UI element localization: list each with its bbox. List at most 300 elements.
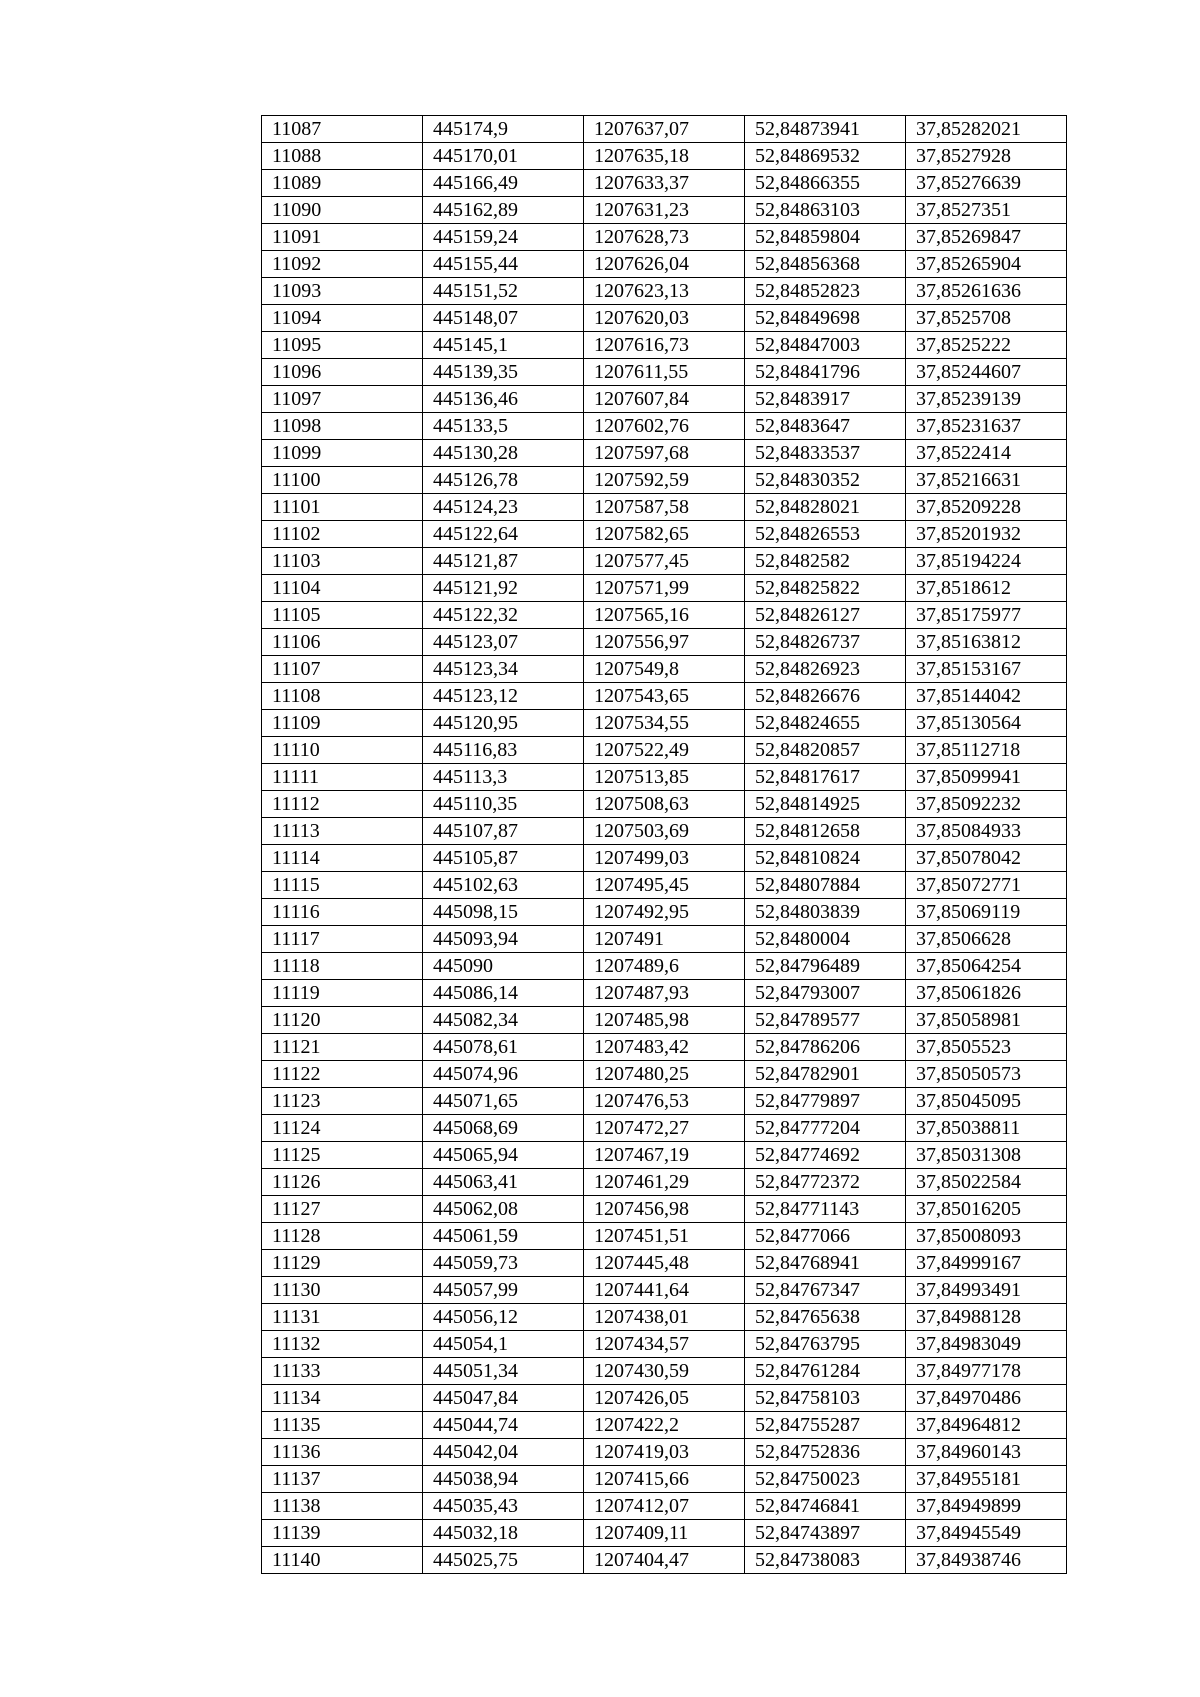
latitude-cell: 52,84796489 xyxy=(745,953,906,980)
latitude-cell: 52,84743897 xyxy=(745,1520,906,1547)
x-coordinate-cell: 445082,34 xyxy=(423,1007,584,1034)
table-row xyxy=(262,1169,1067,1196)
table-row xyxy=(262,332,1067,359)
point-number-cell: 11139 xyxy=(262,1520,423,1547)
y-coordinate-cell: 1207415,66 xyxy=(584,1466,745,1493)
x-coordinate-cell: 445102,63 xyxy=(423,872,584,899)
longitude-cell: 37,85031308 xyxy=(906,1142,1067,1169)
x-coordinate-cell: 445059,73 xyxy=(423,1250,584,1277)
x-coordinate-cell: 445098,15 xyxy=(423,899,584,926)
y-coordinate-cell: 1207472,27 xyxy=(584,1115,745,1142)
y-coordinate-cell: 1207491 xyxy=(584,926,745,953)
longitude-cell: 37,85022584 xyxy=(906,1169,1067,1196)
latitude-cell: 52,84786206 xyxy=(745,1034,906,1061)
y-coordinate-cell: 1207456,98 xyxy=(584,1196,745,1223)
point-number-cell: 11122 xyxy=(262,1061,423,1088)
longitude-cell: 37,85084933 xyxy=(906,818,1067,845)
latitude-cell: 52,84869532 xyxy=(745,143,906,170)
y-coordinate-cell: 1207597,68 xyxy=(584,440,745,467)
y-coordinate-cell: 1207587,58 xyxy=(584,494,745,521)
y-coordinate-cell: 1207543,65 xyxy=(584,683,745,710)
coordinates-table-body xyxy=(262,116,1067,1574)
longitude-cell: 37,85163812 xyxy=(906,629,1067,656)
x-coordinate-cell: 445025,75 xyxy=(423,1547,584,1574)
x-coordinate-cell: 445110,35 xyxy=(423,791,584,818)
point-number-cell: 11118 xyxy=(262,953,423,980)
point-number-cell: 11114 xyxy=(262,845,423,872)
y-coordinate-cell: 1207623,13 xyxy=(584,278,745,305)
point-number-cell: 11111 xyxy=(262,764,423,791)
table-row xyxy=(262,737,1067,764)
table-row xyxy=(262,413,1067,440)
x-coordinate-cell: 445074,96 xyxy=(423,1061,584,1088)
y-coordinate-cell: 1207565,16 xyxy=(584,602,745,629)
latitude-cell: 52,84750023 xyxy=(745,1466,906,1493)
latitude-cell: 52,84752836 xyxy=(745,1439,906,1466)
longitude-cell: 37,85058981 xyxy=(906,1007,1067,1034)
y-coordinate-cell: 1207592,59 xyxy=(584,467,745,494)
table-row xyxy=(262,602,1067,629)
x-coordinate-cell: 445093,94 xyxy=(423,926,584,953)
table-row xyxy=(262,494,1067,521)
x-coordinate-cell: 445124,23 xyxy=(423,494,584,521)
x-coordinate-cell: 445044,74 xyxy=(423,1412,584,1439)
table-row xyxy=(262,1196,1067,1223)
latitude-cell: 52,84852823 xyxy=(745,278,906,305)
latitude-cell: 52,84873941 xyxy=(745,116,906,143)
longitude-cell: 37,8518612 xyxy=(906,575,1067,602)
x-coordinate-cell: 445122,64 xyxy=(423,521,584,548)
x-coordinate-cell: 445056,12 xyxy=(423,1304,584,1331)
longitude-cell: 37,85092232 xyxy=(906,791,1067,818)
table-row xyxy=(262,1331,1067,1358)
point-number-cell: 11089 xyxy=(262,170,423,197)
table-row xyxy=(262,305,1067,332)
y-coordinate-cell: 1207495,45 xyxy=(584,872,745,899)
table-row xyxy=(262,467,1067,494)
point-number-cell: 11117 xyxy=(262,926,423,953)
point-number-cell: 11088 xyxy=(262,143,423,170)
table-row xyxy=(262,1142,1067,1169)
latitude-cell: 52,84758103 xyxy=(745,1385,906,1412)
x-coordinate-cell: 445162,89 xyxy=(423,197,584,224)
y-coordinate-cell: 1207607,84 xyxy=(584,386,745,413)
x-coordinate-cell: 445105,87 xyxy=(423,845,584,872)
latitude-cell: 52,84863103 xyxy=(745,197,906,224)
x-coordinate-cell: 445130,28 xyxy=(423,440,584,467)
table-row xyxy=(262,1304,1067,1331)
latitude-cell: 52,84807884 xyxy=(745,872,906,899)
y-coordinate-cell: 1207487,93 xyxy=(584,980,745,1007)
point-number-cell: 11092 xyxy=(262,251,423,278)
latitude-cell: 52,84793007 xyxy=(745,980,906,1007)
y-coordinate-cell: 1207426,05 xyxy=(584,1385,745,1412)
y-coordinate-cell: 1207631,23 xyxy=(584,197,745,224)
latitude-cell: 52,84833537 xyxy=(745,440,906,467)
longitude-cell: 37,85130564 xyxy=(906,710,1067,737)
longitude-cell: 37,85261636 xyxy=(906,278,1067,305)
point-number-cell: 11128 xyxy=(262,1223,423,1250)
table-row xyxy=(262,1385,1067,1412)
y-coordinate-cell: 1207635,18 xyxy=(584,143,745,170)
latitude-cell: 52,8482582 xyxy=(745,548,906,575)
longitude-cell: 37,84983049 xyxy=(906,1331,1067,1358)
point-number-cell: 11107 xyxy=(262,656,423,683)
latitude-cell: 52,84828021 xyxy=(745,494,906,521)
latitude-cell: 52,84826127 xyxy=(745,602,906,629)
y-coordinate-cell: 1207582,65 xyxy=(584,521,745,548)
table-row xyxy=(262,1439,1067,1466)
y-coordinate-cell: 1207508,63 xyxy=(584,791,745,818)
x-coordinate-cell: 445063,41 xyxy=(423,1169,584,1196)
y-coordinate-cell: 1207451,51 xyxy=(584,1223,745,1250)
point-number-cell: 11087 xyxy=(262,116,423,143)
point-number-cell: 11093 xyxy=(262,278,423,305)
table-row xyxy=(262,764,1067,791)
longitude-cell: 37,85201932 xyxy=(906,521,1067,548)
longitude-cell: 37,84938746 xyxy=(906,1547,1067,1574)
latitude-cell: 52,8483647 xyxy=(745,413,906,440)
x-coordinate-cell: 445042,04 xyxy=(423,1439,584,1466)
latitude-cell: 52,84746841 xyxy=(745,1493,906,1520)
y-coordinate-cell: 1207485,98 xyxy=(584,1007,745,1034)
longitude-cell: 37,85061826 xyxy=(906,980,1067,1007)
point-number-cell: 11101 xyxy=(262,494,423,521)
longitude-cell: 37,85112718 xyxy=(906,737,1067,764)
table-row xyxy=(262,872,1067,899)
point-number-cell: 11097 xyxy=(262,386,423,413)
x-coordinate-cell: 445047,84 xyxy=(423,1385,584,1412)
longitude-cell: 37,85239139 xyxy=(906,386,1067,413)
table-row xyxy=(262,1061,1067,1088)
longitude-cell: 37,85175977 xyxy=(906,602,1067,629)
table-row xyxy=(262,170,1067,197)
point-number-cell: 11125 xyxy=(262,1142,423,1169)
point-number-cell: 11116 xyxy=(262,899,423,926)
y-coordinate-cell: 1207419,03 xyxy=(584,1439,745,1466)
y-coordinate-cell: 1207513,85 xyxy=(584,764,745,791)
table-row xyxy=(262,1250,1067,1277)
point-number-cell: 11112 xyxy=(262,791,423,818)
y-coordinate-cell: 1207633,37 xyxy=(584,170,745,197)
point-number-cell: 11100 xyxy=(262,467,423,494)
longitude-cell: 37,85008093 xyxy=(906,1223,1067,1250)
point-number-cell: 11132 xyxy=(262,1331,423,1358)
table-row xyxy=(262,143,1067,170)
y-coordinate-cell: 1207492,95 xyxy=(584,899,745,926)
x-coordinate-cell: 445151,52 xyxy=(423,278,584,305)
point-number-cell: 11098 xyxy=(262,413,423,440)
longitude-cell: 37,85231637 xyxy=(906,413,1067,440)
y-coordinate-cell: 1207549,8 xyxy=(584,656,745,683)
latitude-cell: 52,84767347 xyxy=(745,1277,906,1304)
x-coordinate-cell: 445139,35 xyxy=(423,359,584,386)
latitude-cell: 52,84849698 xyxy=(745,305,906,332)
latitude-cell: 52,84825822 xyxy=(745,575,906,602)
longitude-cell: 37,85038811 xyxy=(906,1115,1067,1142)
longitude-cell: 37,8525222 xyxy=(906,332,1067,359)
latitude-cell: 52,84866355 xyxy=(745,170,906,197)
point-number-cell: 11129 xyxy=(262,1250,423,1277)
x-coordinate-cell: 445086,14 xyxy=(423,980,584,1007)
table-row xyxy=(262,1034,1067,1061)
table-row xyxy=(262,116,1067,143)
longitude-cell: 37,85099941 xyxy=(906,764,1067,791)
table-row xyxy=(262,386,1067,413)
table-row xyxy=(262,845,1067,872)
table-row xyxy=(262,656,1067,683)
point-number-cell: 11113 xyxy=(262,818,423,845)
table-row xyxy=(262,980,1067,1007)
point-number-cell: 11138 xyxy=(262,1493,423,1520)
y-coordinate-cell: 1207438,01 xyxy=(584,1304,745,1331)
point-number-cell: 11103 xyxy=(262,548,423,575)
y-coordinate-cell: 1207483,42 xyxy=(584,1034,745,1061)
table-row xyxy=(262,224,1067,251)
x-coordinate-cell: 445123,12 xyxy=(423,683,584,710)
latitude-cell: 52,8480004 xyxy=(745,926,906,953)
table-row xyxy=(262,1358,1067,1385)
latitude-cell: 52,84859804 xyxy=(745,224,906,251)
latitude-cell: 52,84779897 xyxy=(745,1088,906,1115)
x-coordinate-cell: 445062,08 xyxy=(423,1196,584,1223)
latitude-cell: 52,84774692 xyxy=(745,1142,906,1169)
latitude-cell: 52,84847003 xyxy=(745,332,906,359)
y-coordinate-cell: 1207571,99 xyxy=(584,575,745,602)
latitude-cell: 52,84761284 xyxy=(745,1358,906,1385)
point-number-cell: 11131 xyxy=(262,1304,423,1331)
table-row xyxy=(262,926,1067,953)
x-coordinate-cell: 445054,1 xyxy=(423,1331,584,1358)
point-number-cell: 11095 xyxy=(262,332,423,359)
x-coordinate-cell: 445133,5 xyxy=(423,413,584,440)
latitude-cell: 52,84820857 xyxy=(745,737,906,764)
latitude-cell: 52,84826923 xyxy=(745,656,906,683)
point-number-cell: 11090 xyxy=(262,197,423,224)
latitude-cell: 52,84738083 xyxy=(745,1547,906,1574)
point-number-cell: 11126 xyxy=(262,1169,423,1196)
x-coordinate-cell: 445136,46 xyxy=(423,386,584,413)
longitude-cell: 37,8527928 xyxy=(906,143,1067,170)
x-coordinate-cell: 445159,24 xyxy=(423,224,584,251)
x-coordinate-cell: 445174,9 xyxy=(423,116,584,143)
x-coordinate-cell: 445121,87 xyxy=(423,548,584,575)
point-number-cell: 11120 xyxy=(262,1007,423,1034)
longitude-cell: 37,85194224 xyxy=(906,548,1067,575)
point-number-cell: 11091 xyxy=(262,224,423,251)
y-coordinate-cell: 1207430,59 xyxy=(584,1358,745,1385)
x-coordinate-cell: 445116,83 xyxy=(423,737,584,764)
y-coordinate-cell: 1207620,03 xyxy=(584,305,745,332)
y-coordinate-cell: 1207489,6 xyxy=(584,953,745,980)
table-row xyxy=(262,791,1067,818)
longitude-cell: 37,8506628 xyxy=(906,926,1067,953)
table-row xyxy=(262,1277,1067,1304)
table-row xyxy=(262,1493,1067,1520)
longitude-cell: 37,85064254 xyxy=(906,953,1067,980)
latitude-cell: 52,84810824 xyxy=(745,845,906,872)
point-number-cell: 11130 xyxy=(262,1277,423,1304)
longitude-cell: 37,85244607 xyxy=(906,359,1067,386)
table-row xyxy=(262,710,1067,737)
y-coordinate-cell: 1207467,19 xyxy=(584,1142,745,1169)
latitude-cell: 52,84755287 xyxy=(745,1412,906,1439)
y-coordinate-cell: 1207628,73 xyxy=(584,224,745,251)
longitude-cell: 37,85144042 xyxy=(906,683,1067,710)
y-coordinate-cell: 1207602,76 xyxy=(584,413,745,440)
latitude-cell: 52,84830352 xyxy=(745,467,906,494)
x-coordinate-cell: 445123,07 xyxy=(423,629,584,656)
longitude-cell: 37,85072771 xyxy=(906,872,1067,899)
point-number-cell: 11123 xyxy=(262,1088,423,1115)
point-number-cell: 11099 xyxy=(262,440,423,467)
x-coordinate-cell: 445121,92 xyxy=(423,575,584,602)
point-number-cell: 11110 xyxy=(262,737,423,764)
latitude-cell: 52,84817617 xyxy=(745,764,906,791)
longitude-cell: 37,85050573 xyxy=(906,1061,1067,1088)
x-coordinate-cell: 445166,49 xyxy=(423,170,584,197)
longitude-cell: 37,84999167 xyxy=(906,1250,1067,1277)
latitude-cell: 52,84824655 xyxy=(745,710,906,737)
y-coordinate-cell: 1207476,53 xyxy=(584,1088,745,1115)
point-number-cell: 11119 xyxy=(262,980,423,1007)
longitude-cell: 37,8505523 xyxy=(906,1034,1067,1061)
latitude-cell: 52,84771143 xyxy=(745,1196,906,1223)
latitude-cell: 52,84789577 xyxy=(745,1007,906,1034)
point-number-cell: 11124 xyxy=(262,1115,423,1142)
latitude-cell: 52,84812658 xyxy=(745,818,906,845)
table-row xyxy=(262,899,1067,926)
x-coordinate-cell: 445032,18 xyxy=(423,1520,584,1547)
point-number-cell: 11137 xyxy=(262,1466,423,1493)
longitude-cell: 37,8525708 xyxy=(906,305,1067,332)
table-row xyxy=(262,1223,1067,1250)
point-number-cell: 11108 xyxy=(262,683,423,710)
longitude-cell: 37,85016205 xyxy=(906,1196,1067,1223)
x-coordinate-cell: 445120,95 xyxy=(423,710,584,737)
x-coordinate-cell: 445068,69 xyxy=(423,1115,584,1142)
x-coordinate-cell: 445170,01 xyxy=(423,143,584,170)
x-coordinate-cell: 445038,94 xyxy=(423,1466,584,1493)
x-coordinate-cell: 445057,99 xyxy=(423,1277,584,1304)
latitude-cell: 52,8477066 xyxy=(745,1223,906,1250)
table-row xyxy=(262,521,1067,548)
table-row xyxy=(262,197,1067,224)
latitude-cell: 52,84841796 xyxy=(745,359,906,386)
longitude-cell: 37,84945549 xyxy=(906,1520,1067,1547)
table-row xyxy=(262,575,1067,602)
longitude-cell: 37,85078042 xyxy=(906,845,1067,872)
latitude-cell: 52,84763795 xyxy=(745,1331,906,1358)
longitude-cell: 37,85069119 xyxy=(906,899,1067,926)
longitude-cell: 37,85153167 xyxy=(906,656,1067,683)
latitude-cell: 52,84814925 xyxy=(745,791,906,818)
point-number-cell: 11133 xyxy=(262,1358,423,1385)
table-row xyxy=(262,440,1067,467)
latitude-cell: 52,84777204 xyxy=(745,1115,906,1142)
table-row xyxy=(262,548,1067,575)
point-number-cell: 11134 xyxy=(262,1385,423,1412)
longitude-cell: 37,8522414 xyxy=(906,440,1067,467)
table-row xyxy=(262,818,1067,845)
latitude-cell: 52,84856368 xyxy=(745,251,906,278)
x-coordinate-cell: 445145,1 xyxy=(423,332,584,359)
x-coordinate-cell: 445061,59 xyxy=(423,1223,584,1250)
y-coordinate-cell: 1207409,11 xyxy=(584,1520,745,1547)
table-row xyxy=(262,1466,1067,1493)
y-coordinate-cell: 1207480,25 xyxy=(584,1061,745,1088)
coordinates-table xyxy=(261,115,1067,1574)
table-row xyxy=(262,359,1067,386)
x-coordinate-cell: 445122,32 xyxy=(423,602,584,629)
longitude-cell: 37,8527351 xyxy=(906,197,1067,224)
latitude-cell: 52,8483917 xyxy=(745,386,906,413)
x-coordinate-cell: 445155,44 xyxy=(423,251,584,278)
y-coordinate-cell: 1207637,07 xyxy=(584,116,745,143)
point-number-cell: 11115 xyxy=(262,872,423,899)
y-coordinate-cell: 1207577,45 xyxy=(584,548,745,575)
table-row xyxy=(262,1412,1067,1439)
y-coordinate-cell: 1207445,48 xyxy=(584,1250,745,1277)
longitude-cell: 37,84960143 xyxy=(906,1439,1067,1466)
x-coordinate-cell: 445035,43 xyxy=(423,1493,584,1520)
point-number-cell: 11109 xyxy=(262,710,423,737)
point-number-cell: 11104 xyxy=(262,575,423,602)
y-coordinate-cell: 1207412,07 xyxy=(584,1493,745,1520)
longitude-cell: 37,84955181 xyxy=(906,1466,1067,1493)
table-row xyxy=(262,953,1067,980)
point-number-cell: 11127 xyxy=(262,1196,423,1223)
latitude-cell: 52,84765638 xyxy=(745,1304,906,1331)
latitude-cell: 52,84826676 xyxy=(745,683,906,710)
latitude-cell: 52,84768941 xyxy=(745,1250,906,1277)
longitude-cell: 37,85269847 xyxy=(906,224,1067,251)
y-coordinate-cell: 1207461,29 xyxy=(584,1169,745,1196)
x-coordinate-cell: 445065,94 xyxy=(423,1142,584,1169)
point-number-cell: 11121 xyxy=(262,1034,423,1061)
table-row xyxy=(262,1520,1067,1547)
y-coordinate-cell: 1207626,04 xyxy=(584,251,745,278)
point-number-cell: 11096 xyxy=(262,359,423,386)
longitude-cell: 37,85265904 xyxy=(906,251,1067,278)
table-row xyxy=(262,1007,1067,1034)
y-coordinate-cell: 1207556,97 xyxy=(584,629,745,656)
longitude-cell: 37,85045095 xyxy=(906,1088,1067,1115)
longitude-cell: 37,84977178 xyxy=(906,1358,1067,1385)
latitude-cell: 52,84772372 xyxy=(745,1169,906,1196)
x-coordinate-cell: 445090 xyxy=(423,953,584,980)
x-coordinate-cell: 445078,61 xyxy=(423,1034,584,1061)
longitude-cell: 37,84949899 xyxy=(906,1493,1067,1520)
y-coordinate-cell: 1207534,55 xyxy=(584,710,745,737)
y-coordinate-cell: 1207499,03 xyxy=(584,845,745,872)
y-coordinate-cell: 1207522,49 xyxy=(584,737,745,764)
x-coordinate-cell: 445107,87 xyxy=(423,818,584,845)
latitude-cell: 52,84826737 xyxy=(745,629,906,656)
latitude-cell: 52,84803839 xyxy=(745,899,906,926)
table-row xyxy=(262,683,1067,710)
longitude-cell: 37,84993491 xyxy=(906,1277,1067,1304)
x-coordinate-cell: 445051,34 xyxy=(423,1358,584,1385)
table-row xyxy=(262,629,1067,656)
point-number-cell: 11136 xyxy=(262,1439,423,1466)
point-number-cell: 11106 xyxy=(262,629,423,656)
table-row xyxy=(262,278,1067,305)
point-number-cell: 11105 xyxy=(262,602,423,629)
point-number-cell: 11135 xyxy=(262,1412,423,1439)
x-coordinate-cell: 445148,07 xyxy=(423,305,584,332)
longitude-cell: 37,85216631 xyxy=(906,467,1067,494)
